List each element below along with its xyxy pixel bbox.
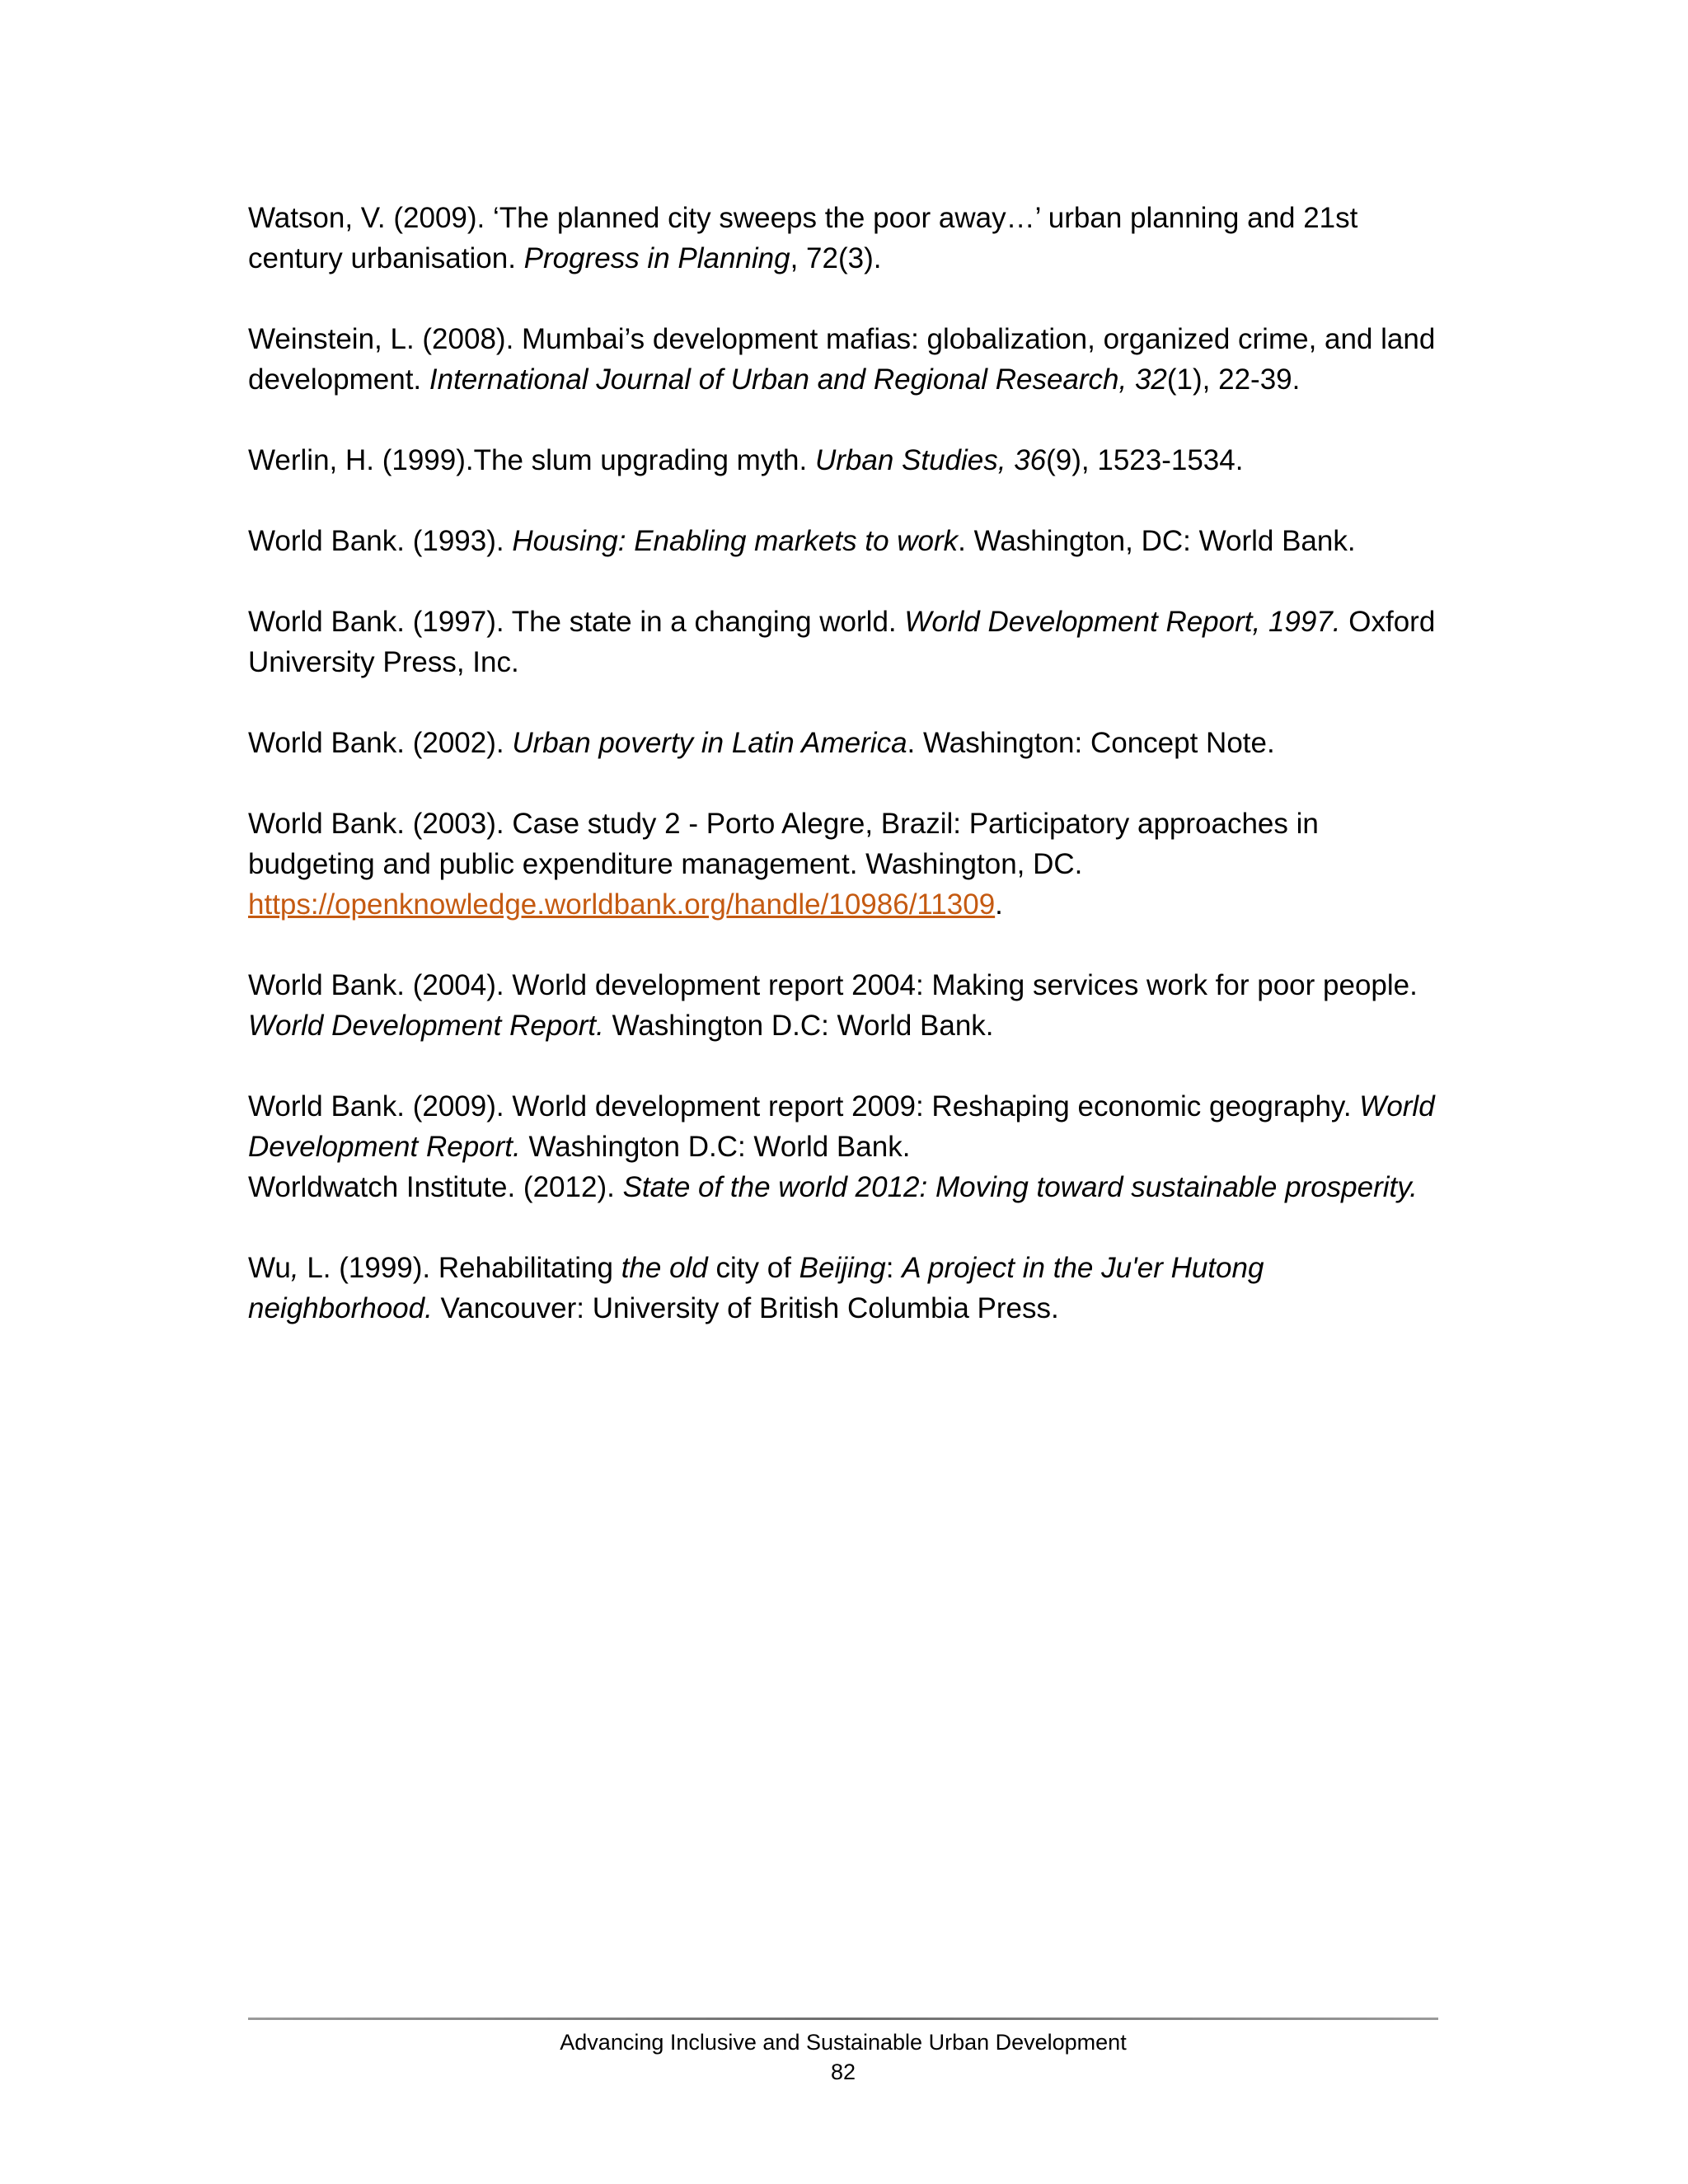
reference-text: Vancouver: University of British Columbia Press. (432, 1292, 1059, 1324)
reference-text: , 72(3). (790, 242, 882, 274)
reference-link[interactable]: https://openknowledge.worldbank.org/handle/10986/11309 (248, 888, 996, 921)
reference-italic-text: World Development Report. (248, 1090, 1435, 1163)
reference-text: . Washington: Concept Note. (907, 727, 1275, 759)
reference-italic-text: State of the world 2012: Moving toward sustainable prosperity. (622, 1171, 1418, 1203)
reference-italic-text: Urban Studies, 36 (814, 444, 1047, 476)
reference-italic-text: , (290, 1252, 299, 1284)
reference-text: Washington D.C: World Bank. (603, 1010, 994, 1042)
reference-italic-text: Housing: Enabling markets to work (512, 525, 959, 557)
reference-italic-text: World Development Report. (248, 1010, 604, 1042)
reference-italic-text: Beijing (799, 1252, 886, 1284)
reference-entry (248, 1248, 1443, 1329)
reference-text: World Bank. (2003). Case study 2 - Porto Alegre, Brazil: Participatory approaches in budgeting and public expenditure management. Washington, DC. (248, 808, 1319, 880)
reference-text: World Bank. (2002). (248, 727, 513, 759)
reference-italic-text: World Development Report, 1997. (904, 606, 1341, 638)
reference-text: L. (1999). Rehabilitating (298, 1252, 621, 1284)
reference-entry (248, 440, 1443, 480)
reference-italic-text: Urban poverty in Latin America (512, 727, 907, 759)
reference-italic-text: the old (621, 1252, 708, 1284)
footer-divider (248, 2018, 1438, 2020)
reference-entry (248, 602, 1443, 682)
reference-text: World Bank. (1997). The state in a changing world. (248, 606, 905, 638)
reference-text: Worldwatch Institute. (2012). (248, 1171, 623, 1203)
reference-italic-text: A project in the Ju'er Hutong neighborhood. (248, 1252, 1264, 1324)
reference-text: Weinstein, L. (2008). Mumbai’s development mafias: globalization, organized crime, and land development. (248, 323, 1436, 396)
reference-italic-text: International Journal of Urban and Regional Research, 32 (429, 363, 1167, 396)
reference-text: (9), 1523-1534. (1046, 444, 1244, 476)
reference-entry (248, 965, 1443, 1046)
page-number: 82 (830, 2060, 856, 2084)
reference-entry (248, 319, 1443, 400)
reference-text: Oxford University Press, Inc. (248, 606, 1436, 678)
reference-entry (248, 723, 1443, 763)
reference-text: Watson, V. (2009). ‘The planned city sweeps the poor away…’ urban planning and 21st century urbanisation. (248, 202, 1358, 274)
reference-text: Wu (248, 1252, 291, 1284)
reference-text: World Bank. (2004). World development report 2004: Making services work for poor people. (248, 969, 1418, 1001)
reference-italic-text: Progress in Planning (523, 242, 790, 274)
reference-text: : (885, 1252, 903, 1284)
reference-text: World Bank. (1993). (248, 525, 513, 557)
reference-text: city of (707, 1252, 799, 1284)
reference-text: Washington D.C: World Bank. (520, 1131, 911, 1163)
reference-list (248, 198, 1443, 1369)
reference-entry (248, 521, 1443, 561)
reference-entry (248, 1167, 1443, 1207)
reference-text: Werlin, H. (1999).The slum upgrading myth. (248, 444, 815, 476)
reference-entry (248, 198, 1443, 279)
footer-title: Advancing Inclusive and Sustainable Urban Development (560, 2030, 1127, 2055)
reference-entry (248, 804, 1443, 925)
reference-text: (1), 22-39. (1166, 363, 1301, 396)
reference-entry (248, 1086, 1443, 1167)
reference-text: . Washington, DC: World Bank. (958, 525, 1356, 557)
reference-text: . (995, 888, 1003, 921)
reference-text: World Bank. (2009). World development report 2009: Reshaping economic geography. (248, 1090, 1360, 1122)
